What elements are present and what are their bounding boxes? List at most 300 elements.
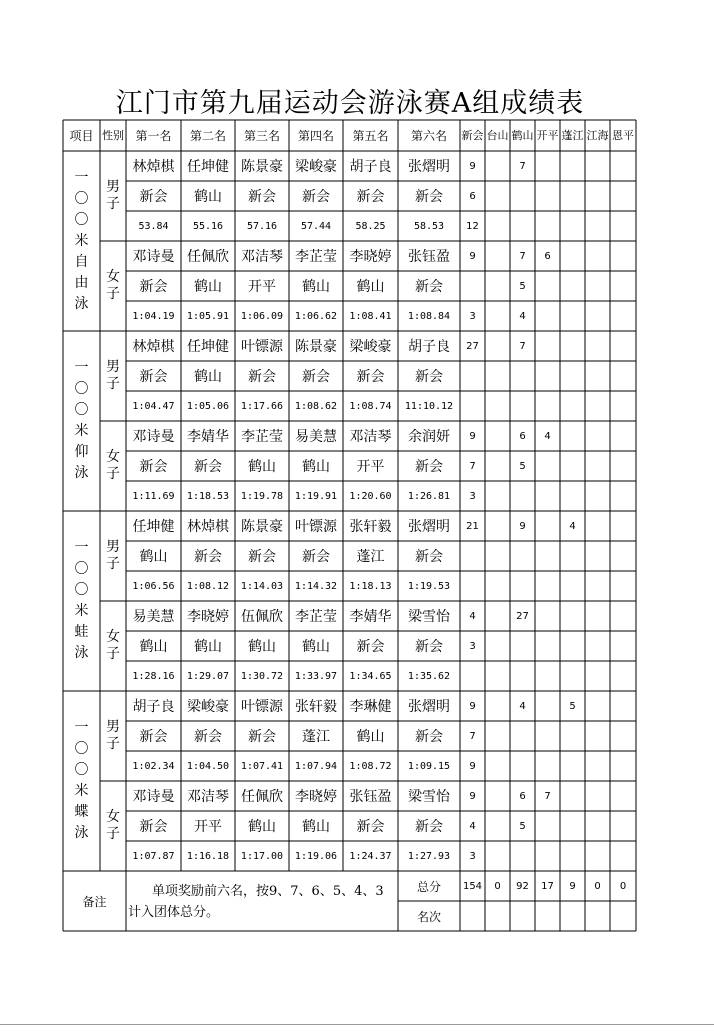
result-time [289, 571, 343, 601]
athlete-name [343, 241, 398, 271]
club-score [585, 631, 610, 661]
club-score [585, 691, 610, 721]
athlete-club [289, 631, 343, 661]
athlete-name-text: 陈景豪 [295, 339, 337, 355]
club-score-text: 9 [469, 760, 476, 772]
result-time [181, 661, 235, 691]
athlete-name-text: 李晓婷 [349, 249, 392, 265]
athlete-club [181, 271, 235, 301]
club-score [585, 751, 610, 781]
result-time-text: 1:07.87 [132, 850, 175, 862]
club-score [485, 781, 510, 811]
club-score [460, 751, 485, 781]
athlete-name [126, 511, 181, 541]
club-score-text: 4 [469, 820, 476, 832]
athlete-club-text: 新会 [356, 369, 385, 385]
club-score [585, 361, 610, 391]
total-score [560, 871, 585, 901]
athlete-name-text: 邓洁琴 [349, 429, 392, 445]
gender-label-text: 男子 [106, 719, 120, 752]
athlete-name-text: 胡子良 [132, 699, 175, 715]
club-score [585, 301, 610, 331]
gender-label-text: 女子 [106, 629, 120, 662]
gender-label-text: 男子 [106, 179, 120, 212]
club-score [485, 751, 510, 781]
gender-label-text: 女子 [106, 449, 120, 482]
club-score [510, 361, 535, 391]
result-time-text: 1:06.62 [294, 310, 338, 322]
gender-label-text: 男子 [106, 359, 120, 392]
gender-label [100, 691, 126, 781]
result-time [181, 841, 235, 871]
club-score [485, 511, 510, 541]
club-score [610, 811, 636, 841]
total-score-text: 9 [569, 880, 576, 892]
athlete-name-text: 梁峻豪 [187, 699, 229, 715]
club-score-text: 27 [516, 610, 529, 622]
athlete-club [235, 451, 289, 481]
athlete-club [343, 811, 398, 841]
result-time [343, 751, 398, 781]
club-score [610, 421, 636, 451]
club-score [560, 571, 585, 601]
athlete-name [235, 781, 289, 811]
result-time-text: 1:18.53 [186, 490, 230, 502]
club-score [460, 661, 485, 691]
club-score [510, 601, 535, 631]
athlete-name [289, 421, 343, 451]
athlete-club-text: 新会 [302, 189, 330, 205]
athlete-club-text: 新会 [415, 189, 443, 205]
club-score-text: 7 [519, 340, 526, 352]
athlete-name [398, 601, 460, 631]
result-time-text: 1:07.94 [294, 760, 338, 772]
gender-label [100, 331, 126, 421]
header-place-text: 第二名 [189, 129, 226, 143]
athlete-club [289, 541, 343, 571]
club-score [610, 841, 636, 871]
result-time-text: 1:11.69 [132, 490, 175, 502]
athlete-name-text: 张钰盈 [349, 789, 392, 805]
athlete-club-text: 鹤山 [302, 279, 330, 295]
athlete-name-text: 李芷莹 [295, 249, 337, 265]
club-score [535, 481, 560, 511]
header-place-text: 第一名 [135, 129, 172, 143]
club-score [510, 841, 535, 871]
athlete-name-text: 梁峻豪 [295, 159, 337, 175]
result-time [126, 391, 181, 421]
club-score [485, 301, 510, 331]
athlete-club [181, 631, 235, 661]
athlete-club [343, 451, 398, 481]
club-score-text: 4 [519, 310, 526, 322]
athlete-name-text: 梁雪怡 [408, 789, 450, 805]
total-score-text: 92 [516, 880, 529, 892]
athlete-club [235, 541, 289, 571]
page-bottom-rule [0, 1024, 714, 1025]
club-score [485, 481, 510, 511]
event-name-text: 一〇〇米自由泳 [74, 169, 89, 312]
athlete-club [235, 271, 289, 301]
club-score [460, 481, 485, 511]
athlete-name-text: 李芷莹 [241, 429, 283, 445]
header-club [485, 120, 510, 151]
club-score-text: 6 [519, 790, 526, 802]
athlete-club-text: 开平 [356, 459, 385, 475]
club-score [510, 481, 535, 511]
total-score-text: 0 [619, 880, 627, 892]
remarks-label-text: 备注 [82, 894, 107, 909]
result-time [126, 661, 181, 691]
club-score [460, 301, 485, 331]
club-score [610, 511, 636, 541]
club-score-text: 4 [519, 700, 526, 712]
club-score [560, 361, 585, 391]
club-score [460, 271, 485, 301]
club-score-text: 9 [469, 160, 476, 172]
athlete-name-text: 邓洁琴 [187, 789, 229, 805]
result-time [289, 481, 343, 511]
result-time [126, 481, 181, 511]
club-score [560, 511, 585, 541]
athlete-club [235, 631, 289, 661]
result-time-text: 1:08.74 [349, 400, 392, 412]
athlete-name [235, 421, 289, 451]
athlete-name-text: 任坤健 [132, 519, 175, 535]
club-score [535, 631, 560, 661]
result-time-text: 1:27.93 [407, 850, 451, 862]
athlete-name [398, 421, 460, 451]
club-score [560, 331, 585, 361]
athlete-name-text: 林焯棋 [132, 339, 175, 355]
header-place-text: 第四名 [297, 129, 334, 143]
club-score [485, 331, 510, 361]
result-time-text: 1:09.15 [407, 760, 451, 772]
club-score [485, 451, 510, 481]
result-time [398, 391, 460, 421]
athlete-club-text: 新会 [356, 189, 385, 205]
athlete-name [289, 691, 343, 721]
club-score [610, 391, 636, 421]
athlete-name-text: 任佩欣 [241, 789, 283, 805]
rank-value [535, 901, 560, 931]
athlete-club-text: 鹤山 [194, 639, 222, 655]
result-time-text: 1:14.03 [240, 580, 284, 592]
result-time [343, 661, 398, 691]
club-score [460, 241, 485, 271]
result-time [181, 571, 235, 601]
header-club [585, 120, 610, 151]
club-score [610, 301, 636, 331]
club-score [460, 691, 485, 721]
athlete-name-text: 李婧华 [349, 609, 392, 625]
result-time [343, 481, 398, 511]
club-score [535, 151, 560, 181]
header-club-text: 江海 [586, 129, 609, 142]
athlete-club [126, 361, 181, 391]
club-score-text: 27 [466, 340, 479, 352]
club-score [610, 781, 636, 811]
page-title: 江门市第九届运动会游泳赛A组成绩表 [115, 88, 585, 119]
club-score [460, 841, 485, 871]
club-score [585, 481, 610, 511]
club-score [510, 751, 535, 781]
club-score [535, 421, 560, 451]
club-score [535, 781, 560, 811]
club-score [460, 361, 485, 391]
club-score-text: 4 [469, 610, 476, 622]
athlete-club [343, 361, 398, 391]
result-time [398, 751, 460, 781]
club-score [510, 781, 535, 811]
result-time [289, 841, 343, 871]
result-time [235, 391, 289, 421]
club-score-text: 6 [544, 250, 551, 262]
athlete-name-text: 李婧华 [187, 429, 229, 445]
club-score [585, 151, 610, 181]
club-score-text: 3 [469, 490, 476, 502]
club-score [460, 211, 485, 241]
athlete-club-text: 鹤山 [302, 459, 330, 475]
club-score-text: 7 [544, 790, 551, 802]
athlete-name-text: 张钰盈 [408, 249, 450, 265]
athlete-name [126, 781, 181, 811]
athlete-club [235, 181, 289, 211]
club-score [485, 151, 510, 181]
athlete-name [181, 241, 235, 271]
athlete-name-text: 任坤健 [187, 339, 229, 355]
athlete-club [181, 181, 235, 211]
club-score [585, 271, 610, 301]
club-score [560, 751, 585, 781]
athlete-name-text: 叶镖源 [241, 699, 283, 715]
result-time [126, 751, 181, 781]
athlete-club-text: 开平 [194, 819, 222, 835]
club-score [610, 571, 636, 601]
header-event-text: 项目 [69, 129, 94, 143]
total-score [485, 871, 510, 901]
athlete-club-text: 鹤山 [248, 819, 276, 835]
athlete-name [398, 331, 460, 361]
athlete-club-text: 鹤山 [356, 279, 385, 295]
club-score [535, 721, 560, 751]
athlete-club-text: 鹤山 [248, 639, 276, 655]
club-score [535, 751, 560, 781]
result-time [398, 211, 460, 241]
athlete-club-text: 新会 [415, 369, 443, 385]
club-score [585, 841, 610, 871]
club-score [585, 571, 610, 601]
result-time-text: 1:02.34 [132, 760, 175, 772]
athlete-name [235, 691, 289, 721]
club-score [585, 421, 610, 451]
gender-label-text: 女子 [106, 809, 120, 842]
header-club [460, 120, 485, 151]
club-score-text: 4 [544, 430, 551, 442]
result-time [398, 481, 460, 511]
gender-label [100, 601, 126, 691]
header-club-text: 新会 [461, 129, 484, 142]
club-score [535, 451, 560, 481]
club-score [460, 721, 485, 751]
athlete-name-text: 易美慧 [295, 429, 337, 445]
athlete-name-text: 林焯棋 [187, 519, 229, 535]
athlete-club-text: 新会 [139, 729, 168, 745]
club-score [560, 211, 585, 241]
result-time-text: 1:08.62 [294, 400, 338, 412]
club-score [535, 301, 560, 331]
athlete-name-text: 张熠明 [408, 159, 450, 175]
total-score-text: 154 [462, 880, 483, 892]
gender-label [100, 421, 126, 511]
result-time-text: 55.16 [192, 220, 224, 232]
athlete-name-text: 邓洁琴 [241, 249, 283, 265]
result-time [343, 841, 398, 871]
athlete-name [289, 241, 343, 271]
club-score [460, 631, 485, 661]
athlete-club-text: 新会 [139, 189, 168, 205]
club-score [610, 331, 636, 361]
header-place [343, 120, 398, 151]
club-score [510, 271, 535, 301]
athlete-name-text: 李晓婷 [187, 609, 229, 625]
result-time-text: 1:17.66 [240, 400, 284, 412]
result-time-text: 1:04.19 [132, 310, 175, 322]
result-time-text: 1:18.13 [349, 580, 392, 592]
result-time [398, 301, 460, 331]
club-score-text: 9 [469, 250, 476, 262]
athlete-club-text: 鹤山 [139, 639, 168, 655]
result-time [126, 841, 181, 871]
result-time [235, 751, 289, 781]
club-score [610, 211, 636, 241]
athlete-club [343, 181, 398, 211]
result-time-text: 1:34.65 [349, 670, 392, 682]
result-time [235, 841, 289, 871]
club-score [585, 661, 610, 691]
athlete-club-text: 鹤山 [194, 369, 222, 385]
club-score [560, 541, 585, 571]
result-time-text: 1:06.09 [240, 310, 284, 322]
header-club [560, 120, 585, 151]
athlete-name [126, 691, 181, 721]
club-score [610, 181, 636, 211]
total-score [535, 871, 560, 901]
club-score [560, 691, 585, 721]
athlete-club-text: 新会 [302, 549, 330, 565]
club-score [610, 451, 636, 481]
athlete-club [181, 541, 235, 571]
result-time-text: 1:04.50 [186, 760, 230, 772]
total-score [510, 871, 535, 901]
club-score-text: 6 [519, 430, 526, 442]
result-time-text: 1:04.47 [132, 400, 175, 412]
athlete-name [126, 241, 181, 271]
club-score [560, 301, 585, 331]
club-score [560, 841, 585, 871]
result-time-text: 57.16 [246, 220, 278, 232]
club-score [535, 391, 560, 421]
athlete-name [289, 781, 343, 811]
rank-value [510, 901, 535, 931]
athlete-name [126, 601, 181, 631]
club-score [510, 211, 535, 241]
result-time-text: 58.53 [413, 220, 445, 232]
header-place [235, 120, 289, 151]
athlete-club-text: 新会 [356, 639, 385, 655]
athlete-club [181, 361, 235, 391]
result-time-text: 1:08.12 [186, 580, 230, 592]
athlete-name [343, 151, 398, 181]
athlete-club [126, 631, 181, 661]
club-score [560, 631, 585, 661]
athlete-name [181, 331, 235, 361]
athlete-club-text: 新会 [248, 369, 276, 385]
club-score [485, 361, 510, 391]
event-name [63, 151, 100, 331]
club-score [485, 241, 510, 271]
result-time-text: 1:16.18 [186, 850, 230, 862]
club-score [510, 451, 535, 481]
club-score [535, 181, 560, 211]
result-time-text: 1:30.72 [240, 670, 284, 682]
club-score [535, 811, 560, 841]
club-score [610, 241, 636, 271]
athlete-club-text: 新会 [194, 729, 222, 745]
athlete-name [235, 241, 289, 271]
result-time-text: 1:35.62 [407, 670, 451, 682]
club-score [460, 781, 485, 811]
athlete-name [289, 331, 343, 361]
header-gender-text: 性别 [102, 129, 124, 142]
athlete-club-text: 新会 [415, 279, 443, 295]
result-time-text: 1:08.72 [349, 760, 392, 772]
club-score [560, 391, 585, 421]
club-score [460, 541, 485, 571]
athlete-club-text: 新会 [139, 459, 168, 475]
athlete-club-text: 蓬江 [356, 549, 385, 565]
athlete-club [398, 541, 460, 571]
club-score [485, 841, 510, 871]
club-score [485, 601, 510, 631]
athlete-club-text: 鹤山 [194, 279, 222, 295]
result-time [235, 661, 289, 691]
result-time-text: 1:19.78 [240, 490, 284, 502]
athlete-name-text: 梁雪怡 [408, 609, 450, 625]
club-score [485, 391, 510, 421]
athlete-club-text: 新会 [194, 549, 222, 565]
athlete-name [181, 511, 235, 541]
club-score [510, 421, 535, 451]
athlete-name [398, 691, 460, 721]
club-score [460, 151, 485, 181]
result-time [126, 571, 181, 601]
result-time-text: 1:07.41 [240, 760, 284, 772]
athlete-name-text: 伍佩欣 [241, 609, 283, 625]
club-score [485, 811, 510, 841]
header-club-text: 台山 [486, 129, 509, 142]
athlete-club-text: 新会 [139, 279, 168, 295]
club-score [610, 271, 636, 301]
header-club [510, 120, 535, 151]
club-score [585, 721, 610, 751]
club-score [560, 781, 585, 811]
club-score [485, 691, 510, 721]
header-place-text: 第三名 [243, 129, 280, 143]
result-time-text: 57.44 [300, 220, 332, 232]
club-score-text: 7 [469, 460, 476, 472]
athlete-club [181, 721, 235, 751]
